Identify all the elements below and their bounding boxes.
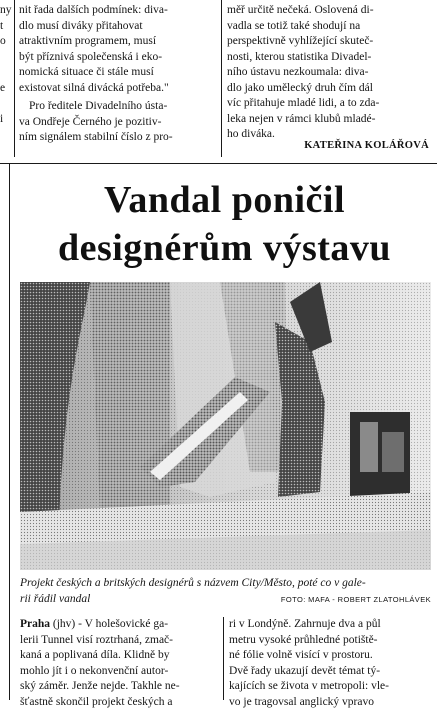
text-line: nomická situace či stále musí: [19, 65, 215, 81]
text-line: perspektivně vyhlížející skuteč-: [227, 34, 429, 50]
text-line: lerii Tunnel visí roztrhaná, zmač-: [20, 633, 218, 649]
headline-line: Vandal poničil: [12, 176, 437, 224]
column-divider: [221, 0, 222, 157]
caption-line: rii řádil vandal: [20, 591, 90, 607]
caption-last-row: [20, 591, 431, 608]
text-line: kaná a poplivaná díla. Klidně by: [20, 648, 218, 664]
text-line: ský záměr. Jenže nejde. Takhle ne-: [20, 679, 218, 695]
text-line: dlo jako umělecký druh čím dál: [227, 81, 429, 97]
text-line: [20, 617, 218, 633]
left-fragment: [0, 50, 10, 66]
text-line: ri v Londýně. Zahrnuje dva a půl: [229, 617, 431, 633]
text-line: nosti, kterou statistika Divadel-: [227, 50, 429, 66]
text-line: ho diváka.: [227, 127, 429, 143]
text-line: víc přitahuje mladé lidi, a to zda-: [227, 96, 429, 112]
left-fragment: o: [0, 34, 10, 50]
left-fragment: t: [0, 19, 10, 35]
byline: KATEŘINA KOLÁŘOVÁ: [227, 140, 429, 151]
headline: [12, 176, 437, 272]
text-line: měř určitě nečeká. Oslovená di-: [227, 3, 429, 19]
text-line: metru vysoké průhledné potiště-: [229, 633, 431, 649]
photo-credit: FOTO: MAFA - ROBERT ZLATOHLÁVEK: [281, 592, 431, 608]
text-line: šťastně skončil projekt českých a: [20, 695, 218, 710]
right-column: [227, 3, 429, 143]
body-column-left: [20, 617, 218, 710]
text-line: dlo musí diváky přitahovat: [19, 19, 215, 35]
headline-line: designérům výstavu: [12, 224, 437, 272]
article-photo: [20, 282, 431, 570]
photo-caption: [20, 575, 431, 608]
text-line: vadla se totiž také shodují na: [227, 19, 429, 35]
column-divider: [223, 617, 224, 700]
text-line: vo je tragovsal anglický vpravo: [229, 695, 431, 710]
text-line: mohlo jít i o nekonvenční autor-: [20, 664, 218, 680]
left-fragment: e: [0, 81, 10, 97]
article-top-rule: [0, 163, 437, 164]
left-edge-column: [0, 3, 10, 127]
left-fragment: i: [0, 112, 10, 128]
text-line: atraktivním programem, musí: [19, 34, 215, 50]
left-fragment: [0, 96, 10, 112]
text-line: existovat silná divácká potřeba.": [19, 81, 215, 97]
text-line: ního ústavu nezkoumala: diva-: [227, 65, 429, 81]
text-fragment: (jhv) - V holešovické ga-: [50, 618, 168, 630]
article-left-rule: [9, 163, 10, 700]
middle-column: [19, 3, 215, 146]
text-line: Dvě řady ukazují devět témat tý-: [229, 664, 431, 680]
column-divider: [14, 0, 15, 157]
dateline: Praha: [20, 618, 50, 630]
text-line: va Ondřeje Černého je pozitiv-: [19, 115, 215, 131]
body-column-right: [229, 617, 431, 710]
left-fragment: ny: [0, 3, 10, 19]
left-fragment: [0, 65, 10, 81]
text-line: ním signálem stabilní číslo z pro-: [19, 130, 215, 146]
text-line: Pro ředitele Divadelního ústa-: [19, 99, 215, 115]
text-line: být příznivá společenská i eko-: [19, 50, 215, 66]
text-line: nit řada dalších podmínek: diva-: [19, 3, 215, 19]
text-line: né fólie volně visící v prostoru.: [229, 648, 431, 664]
caption-line: Projekt českých a britských designérů s názvem City/Město, poté co v gale-: [20, 575, 431, 591]
photo-image: [20, 282, 431, 570]
text-line: kajících se života v metropoli: vle-: [229, 679, 431, 695]
text-line: leka nejen v rámci klubů mladé-: [227, 112, 429, 128]
